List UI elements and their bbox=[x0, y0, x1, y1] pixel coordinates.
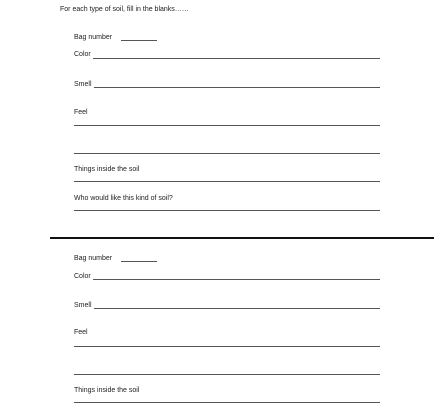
feel-blank-1 bbox=[74, 346, 380, 347]
bag-number-blank bbox=[121, 40, 157, 41]
things-inside-label: Things inside the soil bbox=[74, 166, 140, 173]
things-inside-label: Things inside the soil bbox=[74, 387, 140, 394]
who-would-like-label: Who would like this kind of soil? bbox=[74, 195, 173, 202]
things-inside-blank bbox=[74, 181, 380, 182]
smell-label: Smell bbox=[74, 302, 92, 309]
section-divider bbox=[50, 237, 434, 239]
feel-label: Feel bbox=[74, 329, 88, 336]
smell-blank bbox=[94, 87, 380, 88]
bag-number-label: Bag number bbox=[74, 34, 113, 41]
color-label: Color bbox=[74, 51, 91, 58]
feel-label: Feel bbox=[74, 109, 88, 116]
color-label: Color bbox=[74, 273, 91, 280]
bag-number-blank bbox=[121, 261, 157, 262]
bag-number-label: Bag number bbox=[74, 255, 113, 262]
color-blank bbox=[93, 58, 380, 59]
feel-blank-1 bbox=[74, 125, 380, 126]
feel-blank-2 bbox=[74, 374, 380, 375]
instructions-text: For each type of soil, fill in the blanks…… bbox=[60, 6, 189, 13]
smell-label: Smell bbox=[74, 81, 92, 88]
feel-blank-2 bbox=[74, 153, 380, 154]
color-blank bbox=[93, 279, 380, 280]
things-inside-blank bbox=[74, 402, 380, 403]
who-would-like-blank bbox=[74, 210, 380, 211]
smell-blank bbox=[94, 308, 380, 309]
